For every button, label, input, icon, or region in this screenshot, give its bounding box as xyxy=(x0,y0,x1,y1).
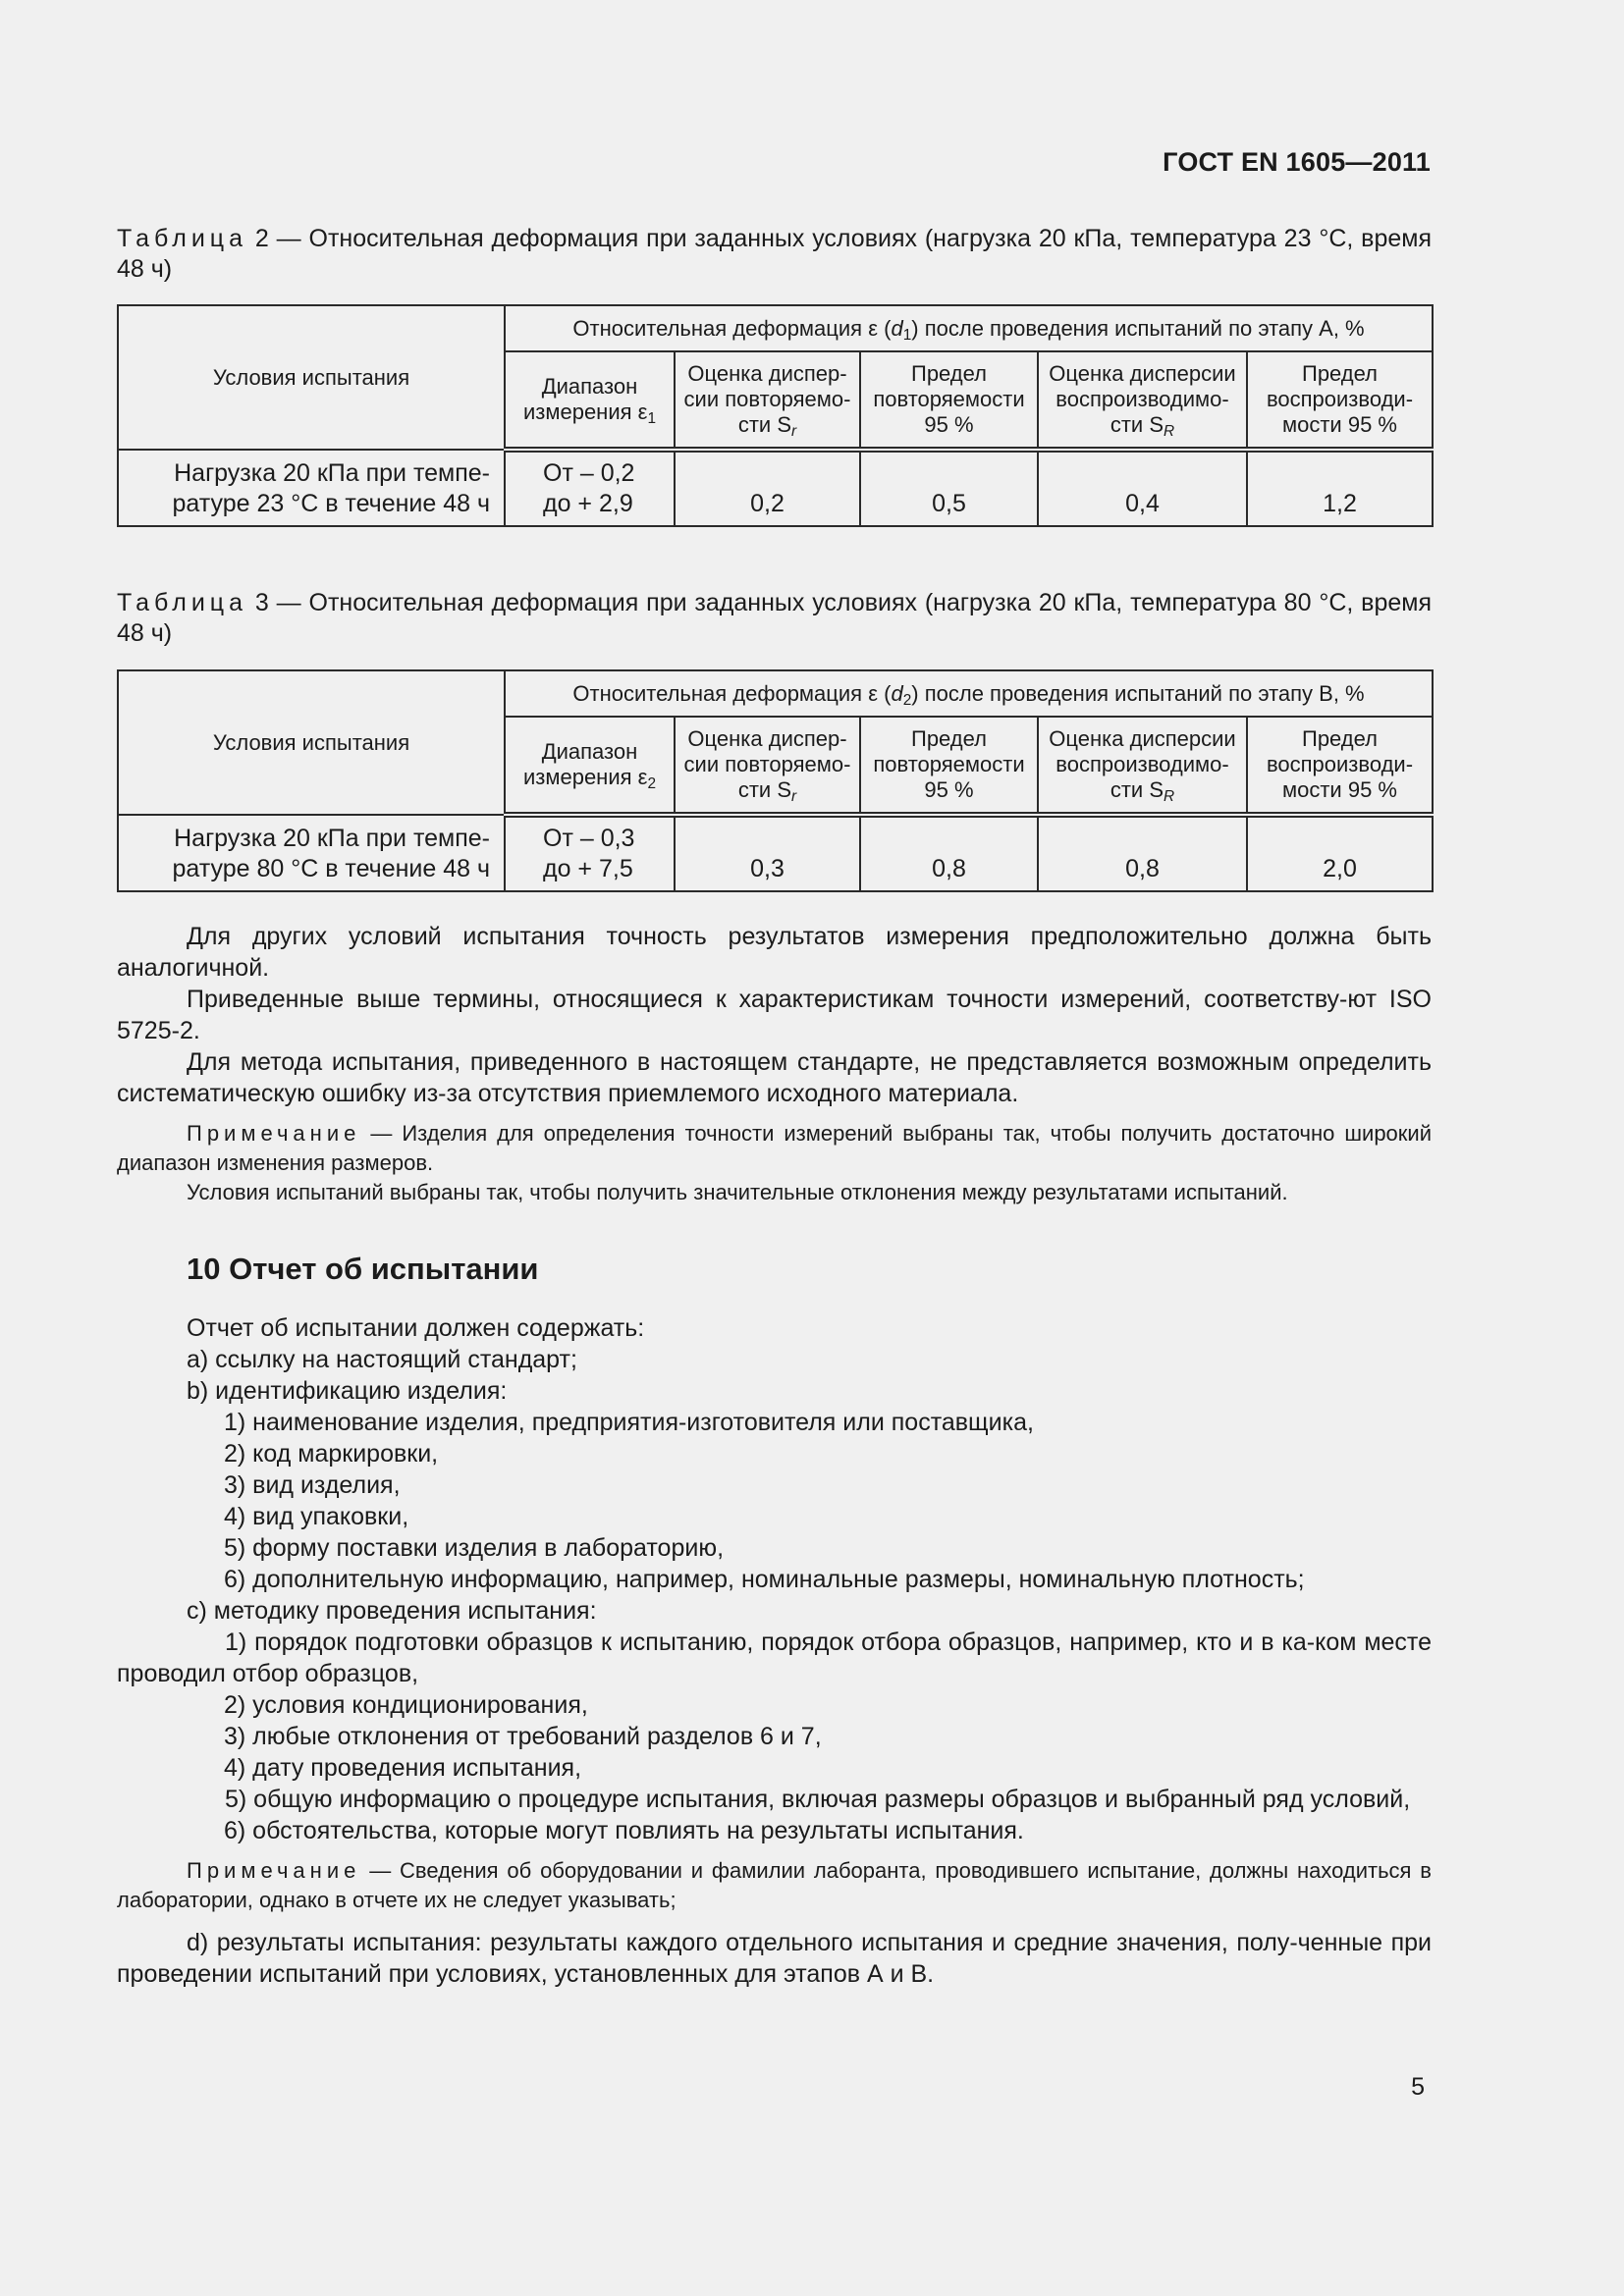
table-row xyxy=(118,450,1433,526)
note-text: — Изделия для определения точности измерений выбраны так, чтобы получить достаточно широкий диапазон изменения размеров. xyxy=(117,1121,1432,1175)
note-text-2: Условия испытаний выбраны так, чтобы получить значительные отклонения между результатами испытаний. xyxy=(187,1180,1288,1204)
list-item: 1) порядок подготовки образцов к испытанию, порядок отбора образцов, например, кто и в ка-ком месте проводил отбор образцов, xyxy=(117,1629,1432,1687)
paragraph: Для метода испытания, приведенного в настоящем стандарте, не представляется возможным определить систематическую ошибку из-за отсутствия приемлемого исходного материала. xyxy=(117,1048,1432,1107)
table3-cell-condition: Нагрузка 20 кПа при темпе- ратуре 80 °С в течение 48 ч xyxy=(118,815,505,891)
list-item: 2) код маркировки, xyxy=(224,1440,439,1468)
table2 xyxy=(117,304,1434,527)
body-paragraphs xyxy=(117,921,1432,1207)
table3-cell-sr: 0,3 xyxy=(675,815,860,891)
table-row xyxy=(118,815,1433,891)
table2-header-repeat: Предел повторяемости 95 % xyxy=(860,351,1038,450)
table2-group-header: Относительная деформация ε $(d_1)$ после проведения испытаний по этапу А, % xyxy=(505,305,1433,351)
list-item: 1) наименование изделия, предприятия-изготовителя или поставщика, xyxy=(224,1409,1034,1436)
table3-cell-repeat: 0,8 xyxy=(860,815,1038,891)
table3-header-repeat: Предел повторяемости 95 % xyxy=(860,717,1038,815)
list-item: 6) дополнительную информацию, например, номинальные размеры, номинальную плотность; xyxy=(224,1566,1305,1593)
note-label: Примечание xyxy=(187,1121,361,1146)
table2-header-conditions: Условия испытания xyxy=(118,305,505,450)
paragraph: Для других условий испытания точность результатов измерения предположительно должна быть аналогичной. xyxy=(117,923,1432,982)
table2-caption xyxy=(117,224,1432,285)
table3-caption-text: 3 — Относительная деформация при заданных условиях (нагрузка 20 кПа, температура 80 °С, время 48 ч) xyxy=(117,589,1432,647)
table3-caption xyxy=(117,588,1432,649)
table3-header-sR: Оценка дисперсии воспроизводимо-сти $S_R$ xyxy=(1038,717,1247,815)
section10-body xyxy=(117,1312,1432,1990)
note-text: — Сведения об оборудовании и фамилии лаборанта, проводившего испытание, должны находиться в лаборатории, однако в отчете их не следует указывать; xyxy=(117,1858,1432,1912)
table2-header-sr: Оценка диспер-сии повторяемо-сти $S_r$ xyxy=(675,351,860,450)
standard-code: ГОСТ EN 1605—2011 xyxy=(1163,147,1431,177)
table2-caption-text: 2 — Относительная деформация при заданных условиях (нагрузка 20 кПа, температура 23 °С, время 48 ч) xyxy=(117,225,1432,283)
paragraph: Приведенные выше термины, относящиеся к характеристикам точности измерений, соответству-ют ISO 5725-2. xyxy=(117,986,1432,1044)
table3-cell-sR: 0,8 xyxy=(1038,815,1247,891)
list-item: 3) любые отклонения от требований разделов 6 и 7, xyxy=(224,1723,822,1750)
table3-header-conditions: Условия испытания xyxy=(118,670,505,815)
list-item: d) результаты испытания: результаты каждого отдельного испытания и средние значения, полу-ченные при проведении испытаний при условиях, установленных для этапов А и В. xyxy=(117,1929,1432,1988)
section-heading: 10 Отчет об испытании xyxy=(187,1252,539,1286)
table2-header-repro: Предел воспроизводи-мости 95 % xyxy=(1247,351,1433,450)
table2-header-sR: Оценка дисперсии воспроизводимо-сти $S_R$ xyxy=(1038,351,1247,450)
table3-header-range: Диапазон измерения $\varepsilon_2$ xyxy=(505,717,675,815)
note-2 xyxy=(117,1856,1432,1915)
table3-cell-range: От – 0,3 до + 7,5 xyxy=(505,815,675,891)
table2-header-range: Диапазон измерения $\varepsilon_1$ xyxy=(505,351,675,450)
table3-group-header: Относительная деформация ε $(d_2)$ после проведения испытаний по этапу В, % xyxy=(505,670,1433,717)
list-item: 4) вид упаковки, xyxy=(224,1503,409,1530)
table3 xyxy=(117,669,1434,892)
section10-intro: Отчет об испытании должен содержать: xyxy=(187,1314,645,1342)
list-item: a) ссылку на настоящий стандарт; xyxy=(187,1346,577,1373)
note-1 xyxy=(117,1119,1432,1207)
note-label: Примечание xyxy=(187,1858,361,1883)
list-item: 5) общую информацию о процедуре испытания, включая размеры образцов и выбранный ряд условий, xyxy=(225,1786,1411,1813)
list-item: 6) обстоятельства, которые могут повлиять на результаты испытания. xyxy=(224,1817,1024,1844)
table2-cell-repeat: 0,5 xyxy=(860,450,1038,526)
table2-cell-sR: 0,4 xyxy=(1038,450,1247,526)
table2-cell-range: От – 0,2 до + 2,9 xyxy=(505,450,675,526)
table2-caption-label: Таблица xyxy=(117,225,248,252)
table2-cell-repro: 1,2 xyxy=(1247,450,1433,526)
list-item: 5) форму поставки изделия в лабораторию, xyxy=(224,1534,725,1562)
table2-cell-sr: 0,2 xyxy=(675,450,860,526)
page-number: 5 xyxy=(1411,2073,1425,2101)
list-item: 3) вид изделия, xyxy=(224,1471,401,1499)
list-item: 4) дату проведения испытания, xyxy=(224,1754,582,1782)
table3-header-repro: Предел воспроизводи-мости 95 % xyxy=(1247,717,1433,815)
table2-cell-condition: Нагрузка 20 кПа при темпе- ратуре 23 °С в течение 48 ч xyxy=(118,450,505,526)
list-item: c) методику проведения испытания: xyxy=(187,1597,597,1625)
table3-header-sr: Оценка диспер-сии повторяемо-сти $S_r$ xyxy=(675,717,860,815)
table3-cell-repro: 2,0 xyxy=(1247,815,1433,891)
list-item: b) идентификацию изделия: xyxy=(187,1377,508,1405)
table3-caption-label: Таблица xyxy=(117,589,248,616)
list-item: 2) условия кондиционирования, xyxy=(224,1691,588,1719)
